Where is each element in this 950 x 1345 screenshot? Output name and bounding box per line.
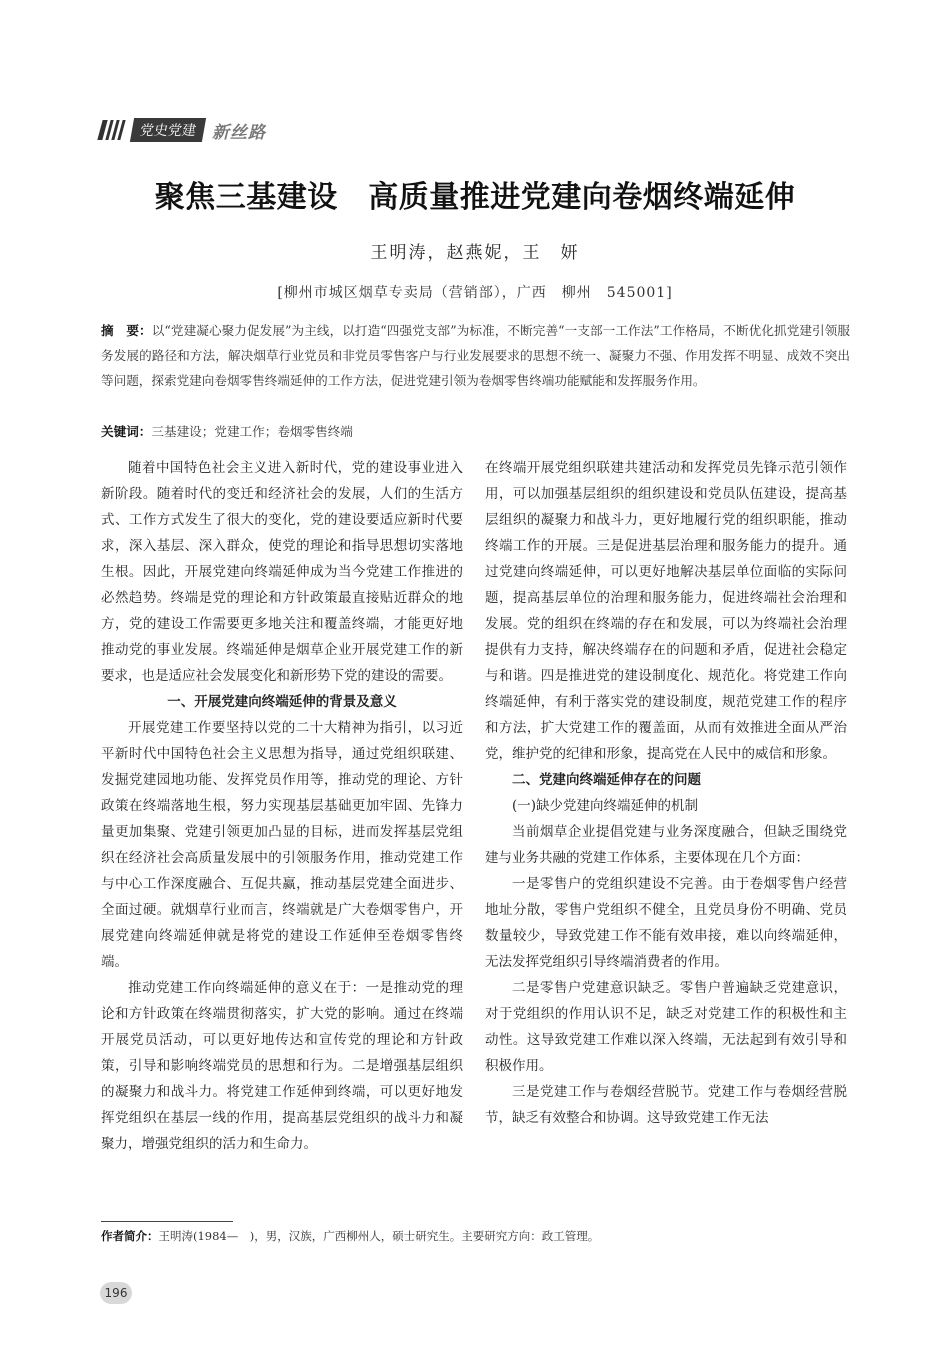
paragraph: 随着中国特色社会主义进入新时代，党的建设事业进入新阶段。随着时代的变迁和经济社会的发展，人们的生活方式、工作方式发生了很大的变化，党的建设要适应新时代要求，深入基层、深入群众，使党的理论和指导思想切实落地生根。因此，开展党建向终端延伸成为当今党建工作推进的必然趋势。终端是党的理论和方针政策最直接贴近群众的地方，党的建设工作需要更多地关注和覆盖终端，才能更好地推动党的事业发展。终端延伸是烟草企业开展党建工作的新要求，也是适应社会发展变化和新形势下党的建设的需要。: [101, 460, 463, 684]
author-list: 王明涛，赵燕妮，王 妍: [370, 243, 580, 263]
paragraph: 推动党建工作向终端延伸的意义在于：一是推动党的理论和方针政策在终端贯彻落实，扩大党的影响。通过在终端开展党员活动，可以更好地传达和宣传党的理论和方针政策，引导和影响终端党员的思想和行为。二是增强基层组织的凝聚力和战斗力。将党建工作延伸到终端，可以更好地发挥党组织在基层一线的作用，提高基层党组织的战斗力和凝聚力，增强党组织的活力和生命力。: [101, 980, 463, 1152]
paragraph: 二是零售户党建意识缺乏。零售户普遍缺乏党建意识，对于党组织的作用认识不足，缺乏对党建工作的积极性和主动性。这导致党建工作难以深入终端，无法起到有效引导和积极作用。: [485, 980, 847, 1074]
section-heading: 二、党建向终端延伸存在的问题: [512, 772, 701, 788]
paragraph: 三是党建工作与卷烟经营脱节。党建工作与卷烟经营脱节，缺乏有效整合和协调。这导致党建工作无法: [485, 1084, 847, 1126]
section-heading: 一、开展党建向终端延伸的背景及意义: [167, 694, 397, 710]
author-bio-label: 作者简介：: [101, 1229, 159, 1243]
subsection-heading: (一)缺少党建向终端延伸的机制: [512, 798, 699, 814]
body-column-right: [485, 455, 847, 1131]
affiliation: [柳州市城区烟草专卖局（营销部），广西 柳州 545001]: [277, 285, 673, 301]
section-tag: 党史党建: [130, 118, 206, 142]
footnote-divider: [101, 1221, 233, 1222]
paragraph: 在终端开展党组织联建共建活动和发挥党员先锋示范引领作用，可以加强基层组织的组织建设和党员队伍建设，提高基层组织的凝聚力和战斗力，更好地履行党的组织职能，推动终端工作的开展。三是促进基层治理和服务能力的提升。通过党建向终端延伸，可以更好地解决基层单位面临的实际问题，提高基层单位的治理和服务能力，促进终端社会治理和发展。党的组织在终端的存在和发展，可以为终端社会治理提供有力支持，解决终端存在的问题和矛盾，促进社会稳定与和谐。四是推进党的建设制度化、规范化。将党建工作向终端延伸，有利于落实党的建设制度，规范党建工作的程序和方法，扩大党建工作的覆盖面，从而有效推进全面从严治党，维护党的纪律和形象，提高党在人民中的威信和形象。: [485, 460, 847, 762]
body-column-left: [101, 455, 463, 1157]
author-bio: [101, 1228, 599, 1244]
journal-brand: 新丝路: [212, 122, 266, 143]
banner-stripes: [100, 120, 126, 140]
abstract-label: 摘 要：: [101, 323, 152, 338]
abstract-text: 以“党建凝心聚力促发展”为主线，以打造“四强党支部”为标准，不断完善“一支部一工作法”工作格局，不断优化抓党建引领服务发展的路径和方法，解决烟草行业党员和非党员零售客户与行业发展要求的思想不统一、凝聚力不强、作用发挥不明显、成效不突出等问题，探索党建向卷烟零售终端延伸的工作方法，促进党建引领为卷烟零售终端功能赋能和发挥服务作用。: [101, 323, 850, 388]
paragraph: 当前烟草企业提倡党建与业务深度融合，但缺乏围绕党建与业务共融的党建工作体系，主要体现在几个方面：: [485, 824, 847, 866]
article-title: 聚焦三基建设 高质量推进党建向卷烟终端延伸: [154, 180, 796, 215]
keywords-text: 三基建设；党建工作；卷烟零售终端: [151, 424, 353, 439]
keywords-label: 关键词：: [101, 424, 152, 439]
author-bio-text: 王明涛(1984— )，男，汉族，广西柳州人，硕士研究生。主要研究方向：政工管理。: [158, 1229, 600, 1243]
keywords: [101, 421, 353, 440]
paragraph: 开展党建工作要坚持以党的二十大精神为指引，以习近平新时代中国特色社会主义思想为指导，通过党组织联建、发掘党建园地功能、发挥党员作用等，推动党的理论、方针政策在终端落地生根，努力实现基层基础更加牢固、先锋力量更加集聚、党建引领更加凸显的目标，进而发挥基层党组织在经济社会高质量发展中的引领服务作用，推动党建工作与中心工作深度融合、互促共赢，推动基层党建全面进步、全面过硬。就烟草行业而言，终端就是广大卷烟零售户，开展党建向终端延伸就是将党的建设工作延伸至卷烟零售终端。: [101, 720, 463, 970]
paragraph: 一是零售户的党组织建设不完善。由于卷烟零售户经营地址分散，零售户党组织不健全，且党员身份不明确、党员数量较少，导致党建工作不能有效串接，难以向终端延伸，无法发挥党组织引导终端消费者的作用。: [485, 876, 847, 970]
section-banner: [100, 118, 266, 142]
page-number: 196: [100, 1282, 132, 1304]
abstract: [101, 318, 850, 393]
